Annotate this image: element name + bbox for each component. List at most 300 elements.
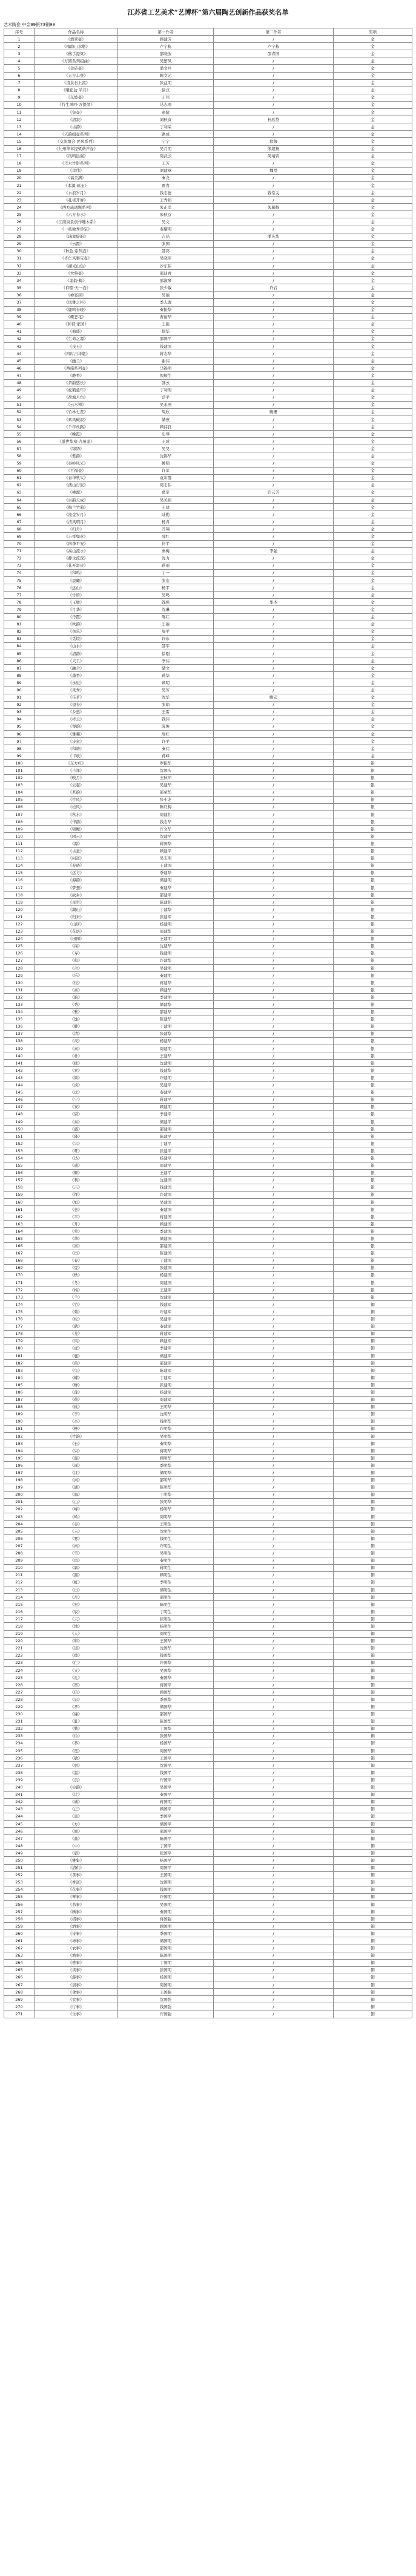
cell-work-title: 《温》 (35, 1769, 118, 1776)
cell-number: 59 (4, 460, 35, 467)
cell-number: 115 (4, 869, 35, 876)
cell-work-title: 《静水流深》 (35, 555, 118, 562)
cell-first-author: 吴明生 (118, 1550, 214, 1557)
cell-award: 金 (334, 328, 412, 335)
cell-first-author: 谢伟 (118, 357, 214, 365)
cell-second-author: / (214, 935, 334, 942)
cell-award: 铜 (334, 1740, 412, 1747)
cell-second-author: 潘庆华 (214, 233, 334, 240)
cell-award: 银 (334, 1271, 412, 1279)
cell-second-author: / (214, 1110, 334, 1118)
cell-second-author: / (214, 1199, 334, 1206)
cell-award: 铜 (334, 1440, 412, 1447)
cell-second-author: / (214, 394, 334, 401)
table-row (4, 1732, 412, 1740)
table-row (4, 1916, 412, 1923)
cell-work-title: 《清韵》 (35, 650, 118, 657)
cell-first-author: 吴昊 (118, 445, 214, 452)
cell-number: 47 (4, 372, 35, 379)
table-row (4, 1169, 412, 1176)
cell-number: 181 (4, 1352, 35, 1359)
cell-award: 银 (334, 1133, 412, 1140)
cell-award: 金 (334, 474, 412, 481)
cell-first-author: 邵国华 (118, 1710, 214, 1718)
cell-first-author: 钱伟 (118, 716, 214, 723)
cell-first-author: 徐华 (118, 328, 214, 335)
cell-number: 142 (4, 1067, 35, 1074)
cell-second-author: / (214, 1264, 334, 1271)
cell-award: 铜 (334, 1469, 412, 1476)
table-row (4, 445, 412, 452)
cell-number: 83 (4, 635, 35, 642)
cell-award: 银 (334, 1242, 412, 1250)
cell-number: 144 (4, 1081, 35, 1089)
cell-number: 263 (4, 1952, 35, 1959)
cell-first-author: 何平 (118, 540, 214, 547)
cell-number: 108 (4, 818, 35, 826)
cell-second-author: / (214, 1345, 334, 1352)
cell-award: 金 (334, 540, 412, 547)
cell-work-title: 《华》 (35, 1235, 118, 1242)
cell-second-author: / (214, 950, 334, 957)
table-row (4, 1623, 412, 1630)
cell-first-author: 马志刚 (118, 101, 214, 108)
cell-number: 39 (4, 313, 35, 321)
cell-second-author: / (214, 1601, 334, 1608)
table-row (4, 247, 412, 255)
table-row (4, 1923, 412, 1930)
cell-award: 金 (334, 226, 412, 233)
cell-second-author: / (214, 1637, 334, 1645)
cell-first-author: 丁建明 (118, 1023, 214, 1030)
cell-award: 银 (334, 1126, 412, 1133)
cell-first-author: 秦耀明 (118, 226, 214, 233)
cell-second-author: / (214, 401, 334, 408)
cell-work-title: 《盛》 (35, 1126, 118, 1133)
cell-second-author: / (214, 767, 334, 774)
cell-number: 70 (4, 540, 35, 547)
cell-second-author: 许岩 (214, 284, 334, 292)
cell-second-author: / (214, 467, 334, 474)
cell-second-author: / (214, 277, 334, 284)
cell-number: 222 (4, 1652, 35, 1659)
cell-work-title: 《泉石》 (35, 343, 118, 350)
cell-second-author: / (214, 240, 334, 247)
cell-number: 69 (4, 533, 35, 540)
cell-second-author: / (214, 1440, 334, 1447)
table-row (4, 1681, 412, 1689)
cell-number: 35 (4, 284, 35, 292)
cell-number: 12 (4, 116, 35, 123)
cell-work-title: 《映月》 (35, 774, 118, 781)
cell-second-author: / (214, 1930, 334, 1937)
cell-work-title: 《画事》 (35, 1908, 118, 1916)
cell-award: 铜 (334, 1769, 412, 1776)
cell-first-author: 储国华 (118, 1703, 214, 1710)
cell-work-title: 《幽兰》 (35, 357, 118, 365)
cell-second-author: / (214, 1001, 334, 1008)
cell-award: 金 (334, 577, 412, 584)
cell-number: 260 (4, 1930, 35, 1937)
cell-first-author: 周红 (118, 731, 214, 738)
cell-first-author: 吴月明 (118, 145, 214, 152)
table-row (4, 1118, 412, 1125)
table-row (4, 1228, 412, 1235)
cell-number: 52 (4, 408, 35, 416)
table-row (4, 994, 412, 1001)
table-row (4, 1710, 412, 1718)
table-row (4, 526, 412, 533)
cell-number: 179 (4, 1337, 35, 1345)
cell-work-title: 《虹》 (35, 1579, 118, 1586)
table-row (4, 1571, 412, 1579)
cell-first-author: 陈俊 (118, 723, 214, 730)
cell-number: 4 (4, 57, 35, 65)
cell-award: 铜 (334, 1557, 412, 1564)
table-row (4, 1242, 412, 1250)
cell-award: 金 (334, 445, 412, 452)
cell-award: 金 (334, 101, 412, 108)
cell-number: 98 (4, 745, 35, 752)
cell-second-author: / (214, 803, 334, 810)
cell-number: 242 (4, 1798, 35, 1805)
cell-work-title: 《鱼乐》 (35, 628, 118, 635)
cell-first-author: 刘建章 (118, 167, 214, 174)
cell-second-author: 鲍宏 (214, 694, 334, 701)
cell-work-title: 《富》 (35, 1242, 118, 1250)
cell-first-author: 蒋建华 (118, 979, 214, 986)
cell-number: 204 (4, 1521, 35, 1528)
table-row (4, 1374, 412, 1381)
table-row (4, 1469, 412, 1476)
cell-first-author: 蒋华 (118, 672, 214, 679)
cell-award: 银 (334, 833, 412, 840)
cell-work-title: 《溪》 (35, 1462, 118, 1469)
cell-work-title: 《瑞象旋韵》 (35, 233, 118, 240)
cell-first-author: 陆勤 (118, 511, 214, 518)
cell-number: 256 (4, 1901, 35, 1908)
cell-work-title: 《丹水竹影系列》 (35, 160, 118, 167)
table-row (4, 1484, 412, 1491)
cell-award: 铜 (334, 1301, 412, 1308)
cell-award: 铜 (334, 1718, 412, 1725)
cell-first-author: 蒋志华 (118, 350, 214, 357)
cell-first-author: 储文 (118, 665, 214, 672)
cell-work-title: 《远》 (35, 1089, 118, 1096)
cell-second-author: / (214, 1074, 334, 1081)
cell-award: 金 (334, 277, 412, 284)
table-row (4, 1908, 412, 1916)
cell-award: 银 (334, 803, 412, 810)
cell-first-author: 张少敏 (118, 284, 214, 292)
cell-number: 139 (4, 1045, 35, 1052)
cell-number: 28 (4, 233, 35, 240)
cell-second-author: / (214, 1689, 334, 1696)
cell-first-author: 许军 (118, 467, 214, 474)
cell-second-author: / (214, 1747, 334, 1755)
cell-number: 190 (4, 1418, 35, 1425)
table-row (4, 1784, 412, 1791)
cell-second-author: / (214, 789, 334, 796)
cell-award: 铜 (334, 1710, 412, 1718)
table-row (4, 1140, 412, 1147)
cell-first-author: 朱秋芬 (118, 211, 214, 218)
cell-second-author: 华杰 (214, 599, 334, 606)
cell-award: 铜 (334, 1681, 412, 1689)
cell-award: 铜 (334, 1462, 412, 1469)
cell-number: 94 (4, 716, 35, 723)
cell-award: 银 (334, 760, 412, 767)
cell-award: 铜 (334, 1886, 412, 1893)
table-row (4, 577, 412, 584)
cell-first-author: 许建军 (118, 1308, 214, 1316)
cell-work-title: 《水浪岁月》 (35, 189, 118, 197)
cell-award: 铜 (334, 1352, 412, 1359)
cell-number: 208 (4, 1550, 35, 1557)
cell-work-title: 《凤》 (35, 1337, 118, 1345)
cell-first-author: 陈建国 (118, 1250, 214, 1257)
cell-award: 银 (334, 862, 412, 869)
cell-number: 75 (4, 577, 35, 584)
cell-second-author: / (214, 1396, 334, 1403)
table-row (4, 1008, 412, 1016)
cell-work-title: 《让》 (35, 1791, 118, 1798)
cell-number: 109 (4, 826, 35, 833)
cell-second-author: / (214, 862, 334, 869)
cell-number: 153 (4, 1147, 35, 1155)
cell-work-title: 《西方琉璃瓶系列》 (35, 204, 118, 211)
cell-number: 46 (4, 365, 35, 372)
cell-first-author: 顾建国 (118, 1221, 214, 1228)
cell-work-title: 《松风》 (35, 803, 118, 810)
table-row (4, 379, 412, 386)
cell-first-author: 王成 (118, 438, 214, 445)
cell-work-title: 《鼎盛》 (35, 328, 118, 335)
cell-number: 11 (4, 109, 35, 116)
cell-award: 金 (334, 621, 412, 628)
cell-award: 铜 (334, 1755, 412, 1762)
cell-award: 金 (334, 357, 412, 365)
cell-first-author: 张建军 (118, 913, 214, 921)
table-row (4, 708, 412, 716)
cell-first-author: 吴志明 (118, 855, 214, 862)
cell-second-author: / (214, 1169, 334, 1176)
cell-award: 铜 (334, 1498, 412, 1505)
table-row (4, 181, 412, 189)
cell-number: 42 (4, 335, 35, 342)
cell-second-author: / (214, 1850, 334, 1857)
cell-number: 205 (4, 1528, 35, 1535)
cell-number: 241 (4, 1791, 35, 1798)
cell-work-title: 《和谐》 (35, 745, 118, 752)
cell-work-title: 《月》 (35, 1594, 118, 1601)
cell-work-title: 《万圆系列组曲》 (35, 57, 118, 65)
cell-first-author: 季建平 (118, 1110, 214, 1118)
cell-number: 53 (4, 416, 35, 423)
cell-first-author: 邵建国 (118, 1242, 214, 1250)
cell-first-author: 邵迪青 (118, 270, 214, 277)
table-row (4, 547, 412, 555)
cell-work-title: 《真》 (35, 1045, 118, 1052)
table-row (4, 1476, 412, 1484)
cell-second-author: / (214, 2003, 334, 2010)
cell-number: 110 (4, 833, 35, 840)
cell-award: 金 (334, 701, 412, 708)
cell-number: 265 (4, 1966, 35, 1974)
cell-award: 银 (334, 1081, 412, 1089)
cell-first-author: 吴建国 (118, 1199, 214, 1206)
cell-number: 27 (4, 226, 35, 233)
cell-number: 210 (4, 1564, 35, 1571)
cell-number: 218 (4, 1623, 35, 1630)
cell-first-author: 沈建平 (118, 833, 214, 840)
cell-number: 178 (4, 1330, 35, 1337)
table-row (4, 1330, 412, 1337)
cell-award: 金 (334, 65, 412, 72)
table-row (4, 1945, 412, 1952)
cell-work-title: 《天工》 (35, 657, 118, 665)
cell-number: 34 (4, 277, 35, 284)
cell-first-author: 吴建明 (118, 965, 214, 972)
table-row (4, 1184, 412, 1191)
cell-award: 银 (334, 1228, 412, 1235)
table-row (4, 686, 412, 694)
cell-number: 49 (4, 386, 35, 394)
cell-second-author: / (214, 1455, 334, 1462)
cell-second-author: / (214, 913, 334, 921)
header-work-title: 作品名称 (35, 28, 118, 36)
cell-first-author: 贾青 (118, 181, 214, 189)
cell-work-title: 《茶事》 (35, 1871, 118, 1879)
table-row (4, 1974, 412, 1981)
cell-award: 银 (334, 869, 412, 876)
cell-award: 铜 (334, 1689, 412, 1696)
cell-second-author: / (214, 1045, 334, 1052)
table-row (4, 1616, 412, 1623)
cell-work-title: 《惠》 (35, 1762, 118, 1769)
cell-number: 100 (4, 760, 35, 767)
table-row (4, 401, 412, 408)
table-row (4, 1418, 412, 1425)
table-row (4, 606, 412, 613)
cell-work-title: 《宽》 (35, 1747, 118, 1755)
cell-work-title: 《如》 (35, 1199, 118, 1206)
cell-award: 铜 (334, 1879, 412, 1886)
cell-second-author: / (214, 592, 334, 599)
cell-award: 银 (334, 781, 412, 789)
cell-first-author: 蒋峰 (118, 752, 214, 760)
cell-first-author: 陈建平 (118, 1133, 214, 1140)
cell-award: 银 (334, 942, 412, 950)
cell-number: 174 (4, 1301, 35, 1308)
cell-number: 32 (4, 262, 35, 270)
cell-second-author: / (214, 1740, 334, 1747)
cell-number: 250 (4, 1857, 35, 1864)
cell-number: 168 (4, 1257, 35, 1264)
cell-first-author: 蒋建国 (118, 1213, 214, 1221)
cell-award: 银 (334, 1162, 412, 1169)
cell-second-author: / (214, 884, 334, 891)
cell-number: 159 (4, 1191, 35, 1198)
cell-work-title: 《鱼》 (35, 1360, 118, 1367)
cell-number: 95 (4, 723, 35, 730)
cell-first-author: 杨青 (118, 518, 214, 526)
cell-number: 43 (4, 343, 35, 350)
cell-work-title: 《淡》 (35, 1081, 118, 1089)
cell-second-author: / (214, 994, 334, 1001)
cell-first-author: 陈建军 (118, 1367, 214, 1374)
table-row (4, 1791, 412, 1798)
cell-award: 金 (334, 372, 412, 379)
cell-second-author: / (214, 1916, 334, 1923)
cell-award: 铜 (334, 1850, 412, 1857)
table-row (4, 716, 412, 723)
cell-first-author: 张宏 (118, 577, 214, 584)
cell-work-title: 《达》 (35, 1155, 118, 1162)
cell-award: 铜 (334, 1623, 412, 1630)
cell-first-author: 潘文兵 (118, 65, 214, 72)
cell-number: 58 (4, 452, 35, 460)
cell-number: 232 (4, 1725, 35, 1732)
cell-number: 76 (4, 584, 35, 592)
cell-first-author: 沈建军 (118, 1294, 214, 1301)
cell-number: 129 (4, 972, 35, 979)
cell-first-author: 吴建平 (118, 1081, 214, 1089)
cell-number: 89 (4, 679, 35, 686)
cell-number: 57 (4, 445, 35, 452)
cell-number: 22 (4, 189, 35, 197)
cell-second-author: / (214, 1118, 334, 1125)
cell-first-author: 储国明 (118, 1937, 214, 1945)
cell-award: 铜 (334, 1747, 412, 1755)
cell-work-title: 《朴》 (35, 1052, 118, 1060)
cell-first-author: 丁国平 (118, 1842, 214, 1850)
table-row (4, 1966, 412, 1974)
cell-award: 银 (334, 921, 412, 928)
cell-number: 170 (4, 1271, 35, 1279)
cell-award: 金 (334, 233, 412, 240)
cell-second-author: / (214, 1221, 334, 1228)
cell-work-title: 《孔雀开屏》 (35, 197, 118, 204)
cell-work-title: 《生命之源》 (35, 335, 118, 342)
cell-first-author: 丁利明 (118, 386, 214, 394)
cell-work-title: 《兔壶》 (35, 109, 118, 116)
cell-award: 银 (334, 1184, 412, 1191)
cell-number: 196 (4, 1462, 35, 1469)
cell-second-author: / (214, 1542, 334, 1550)
cell-second-author: / (214, 1550, 334, 1557)
table-row (4, 1594, 412, 1601)
cell-number: 51 (4, 401, 35, 408)
cell-work-title: 《湖光山色》 (35, 262, 118, 270)
cell-work-title: 《九州华章提梁葫芦壶》 (35, 145, 118, 152)
table-row (4, 460, 412, 467)
cell-second-author: / (214, 86, 334, 94)
cell-first-author: 钱国强 (118, 2003, 214, 2010)
cell-award: 银 (334, 840, 412, 847)
cell-second-author: / (214, 1330, 334, 1337)
cell-award: 银 (334, 1279, 412, 1286)
cell-first-author: 顾建平 (118, 847, 214, 855)
cell-first-author: 沈国强 (118, 1996, 214, 2003)
cell-second-author: / (214, 1908, 334, 1916)
cell-award: 铜 (334, 1389, 412, 1396)
table-row (4, 1103, 412, 1110)
table-row (4, 928, 412, 935)
table-row (4, 1206, 412, 1213)
cell-award: 银 (334, 1074, 412, 1081)
table-row (4, 694, 412, 701)
